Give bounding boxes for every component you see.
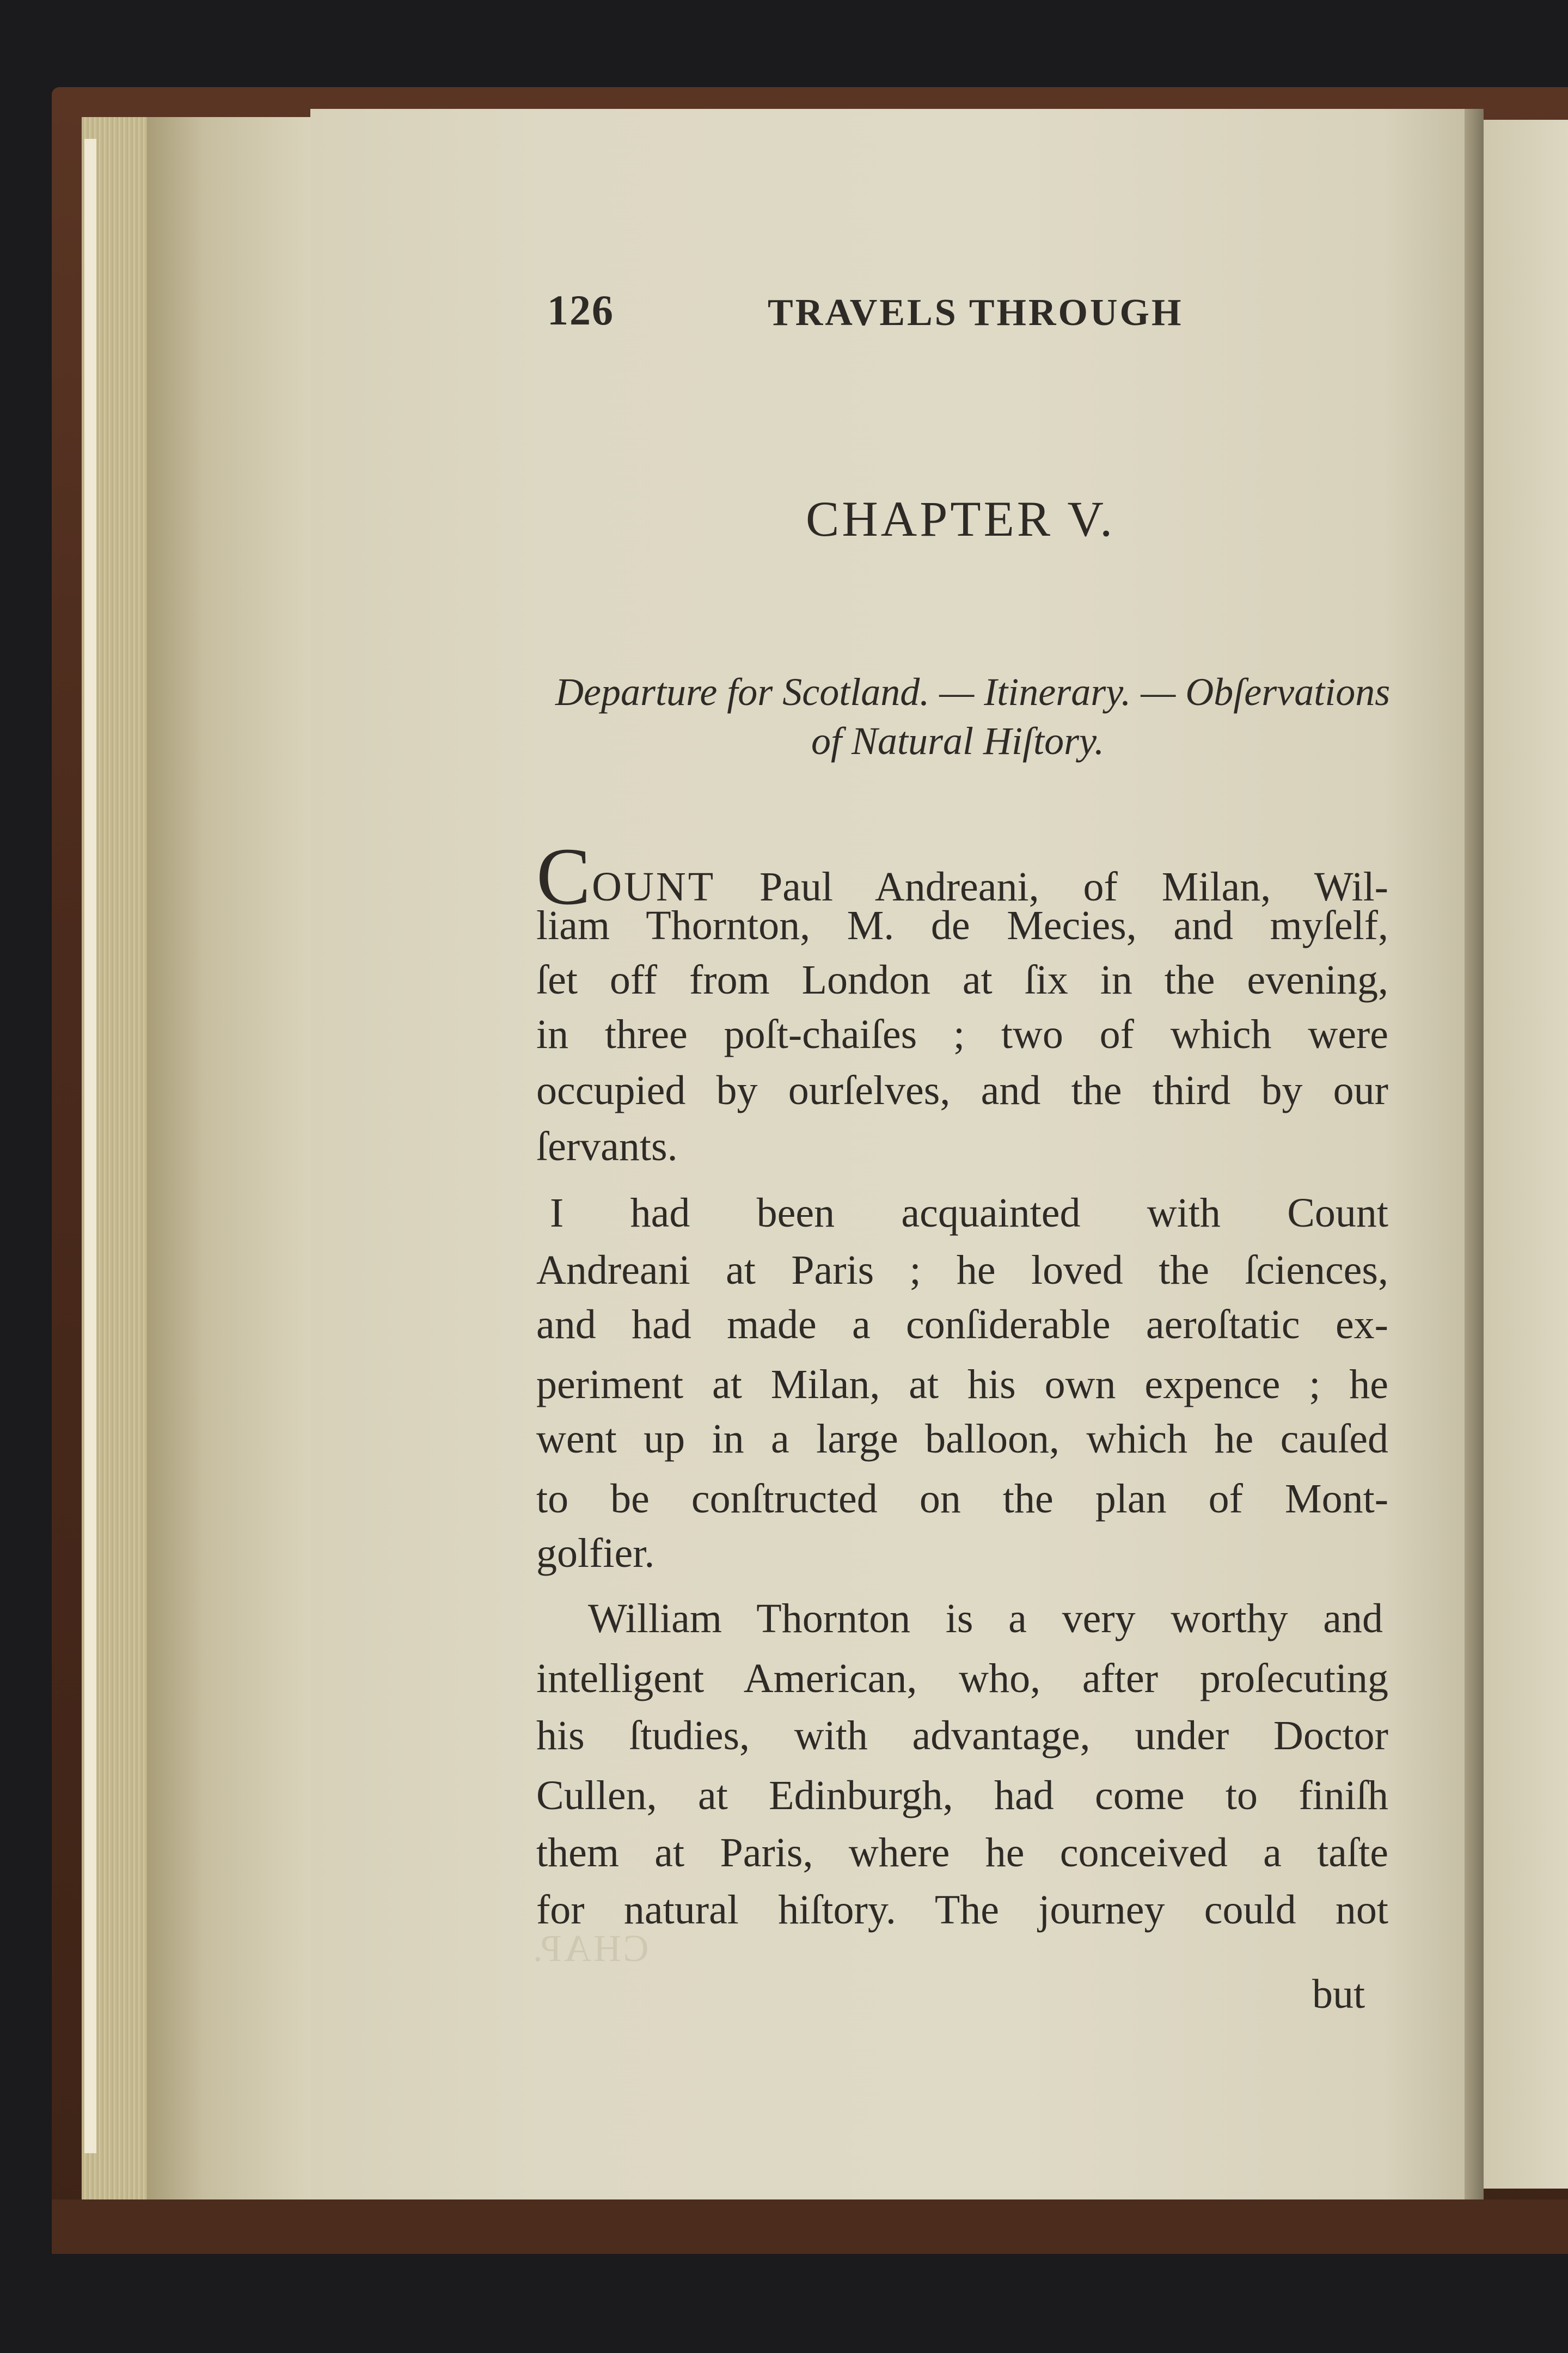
body-line-14: William Thornton is a very worthy and [588, 1596, 1383, 1641]
body-line-8: Andreani at Paris ; he loved the ſciences, [536, 1247, 1388, 1293]
book-gutter [1465, 109, 1484, 2199]
chapter-title: CHAPTER V. [806, 491, 1116, 547]
page-edge-highlight [84, 139, 96, 2153]
body-line-15: intelligent American, who, after proſecuting [536, 1656, 1388, 1701]
body-line-18: them at Paris, where he conceived a taſte [536, 1830, 1388, 1876]
body-line-19: for natural hiſtory. The journey could not [536, 1887, 1388, 1933]
body-line-5: occupied by ourſelves, and the third by our [536, 1068, 1388, 1113]
body-line-1 [536, 831, 1388, 922]
body-line-10: periment at Milan, at his own expence ; he [536, 1362, 1388, 1407]
page-edge-shadow [147, 117, 310, 2202]
running-title: TRAVELS THROUGH [768, 292, 1184, 334]
first-word-rest: OUNT [592, 864, 716, 910]
body-line-16: his ſtudies, with advantage, under Doctor [536, 1713, 1388, 1758]
body-line-13: golfier. [536, 1530, 655, 1576]
bleed-through-text: CHAP. [531, 1928, 649, 1970]
body-line-17: Cullen, at Edinburgh, had come to finiſh [536, 1773, 1388, 1818]
facing-page-edge [1484, 120, 1568, 2189]
body-line-1-text: Paul Andreani, of Milan, Wil- [759, 864, 1388, 910]
body-line-6: ſervants. [536, 1124, 678, 1169]
body-line-12: to be conſtructed on the plan of Mont- [536, 1476, 1388, 1522]
body-line-4: in three poſt-chaiſes ; two of which were [536, 1012, 1388, 1057]
catchword: but [1312, 1971, 1365, 2017]
body-line-7: I had been acquainted with Count [550, 1190, 1388, 1236]
chapter-summary-line-2: of Natural Hiſtory. [811, 719, 1105, 763]
page-number: 126 [547, 286, 614, 334]
drop-cap: C [536, 831, 592, 922]
body-line-11: went up in a large balloon, which he cauſed [536, 1416, 1388, 1462]
body-line-2: liam Thornton, M. de Mecies, and myſelf, [536, 903, 1388, 948]
body-line-9: and had made a conſiderable aeroſtatic ex- [536, 1302, 1388, 1347]
chapter-summary-line-1: Departure for Scotland. — Itinerary. — Obſervations [555, 670, 1391, 714]
body-line-3: ſet off from London at ſix in the evening, [536, 957, 1388, 1003]
cover-bottom [52, 2199, 1568, 2254]
